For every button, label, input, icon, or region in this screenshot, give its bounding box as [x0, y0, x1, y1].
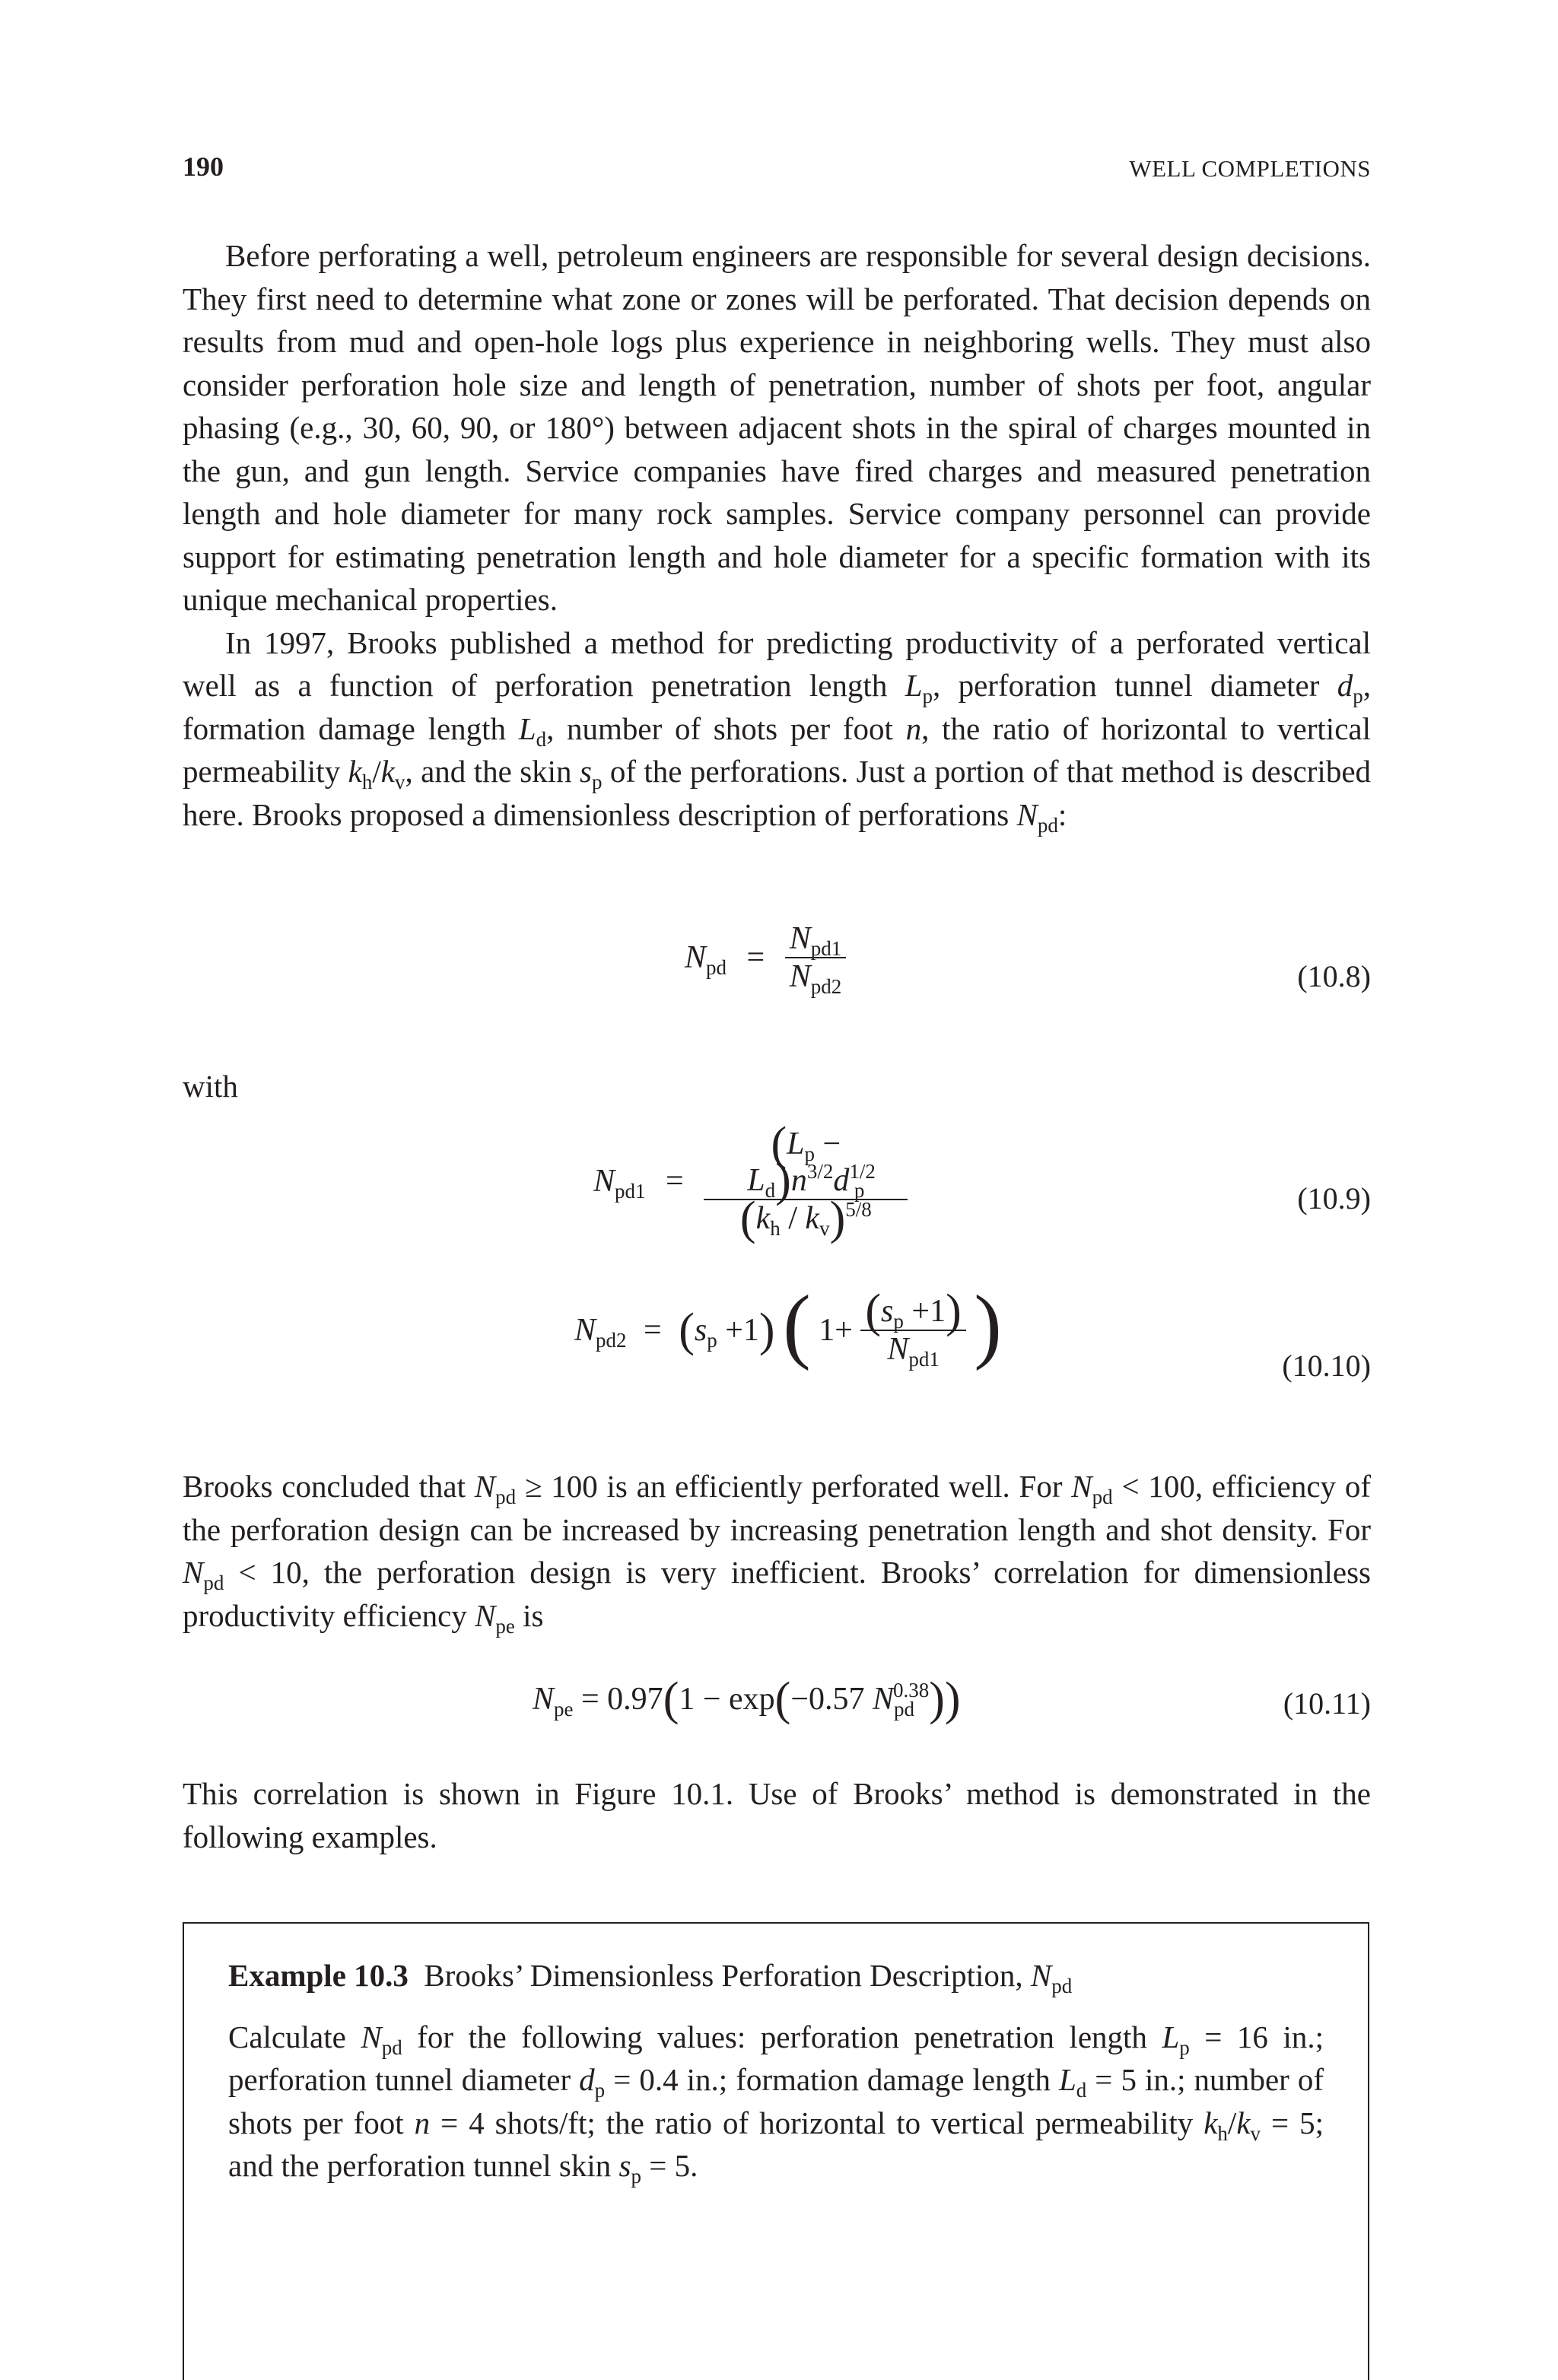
fraction-skin: $\frac{(s_p +1)}{N_{pd1}}$ — [860, 1293, 965, 1368]
fraction-npd1: $\frac{(L_p - L_d)n^{3/2}d^{1/2}_p}{(k_h / k_v)^{5/8}}$ — [704, 1126, 908, 1237]
example-heading: Example 10.3 Brooks’ Dimensionless Perforation Description, $N_{pd}$ — [228, 1958, 1073, 1997]
paragraph-correlation: This correlation is shown in Figure 10.1. Use of Brooks’ method is demonstrated in the following examples. — [183, 1776, 1371, 1854]
equation-number-10-10: (10.10) — [1282, 1349, 1371, 1383]
equation-number-10-8: (10.8) — [1297, 959, 1371, 993]
paragraph-perforation-design: Before perforating a well, petroleum engineers are responsible for several design decisions. They first need to determine what zone or zones will be perforated. That decision depends on results from mud and open-hole logs plus experience in neighboring wells. They must also consider perforation hole size and length of penetration, number of shots per foot, angular phasing (e.g., 30, 60, 90, or 180°) between adjacent shots in the spiral of charges mounted in the gun, and gun length. Service companies have fired charges and measured penetration length and hole diameter for many rock samples. Service company personnel can provide support for estimating penetration length and hole diameter for a specific formation with its unique mechanical properties. — [183, 238, 1371, 617]
paragraph-brooks-conclusion: Brooks concluded that $N_{pd} \ge 100$ is an efficiently perforated well. For $N_{pd} < 100$, efficiency of the perforation design can be increased by increasing penetration length and shot density. For $N_{pd} < 10$, the perforation design is very inefficient. Brooks’ correlation for dimensionless productivity efficiency $N_{pe}$ is — [183, 1469, 1371, 1638]
page-number: 190 — [183, 151, 224, 182]
example-body: Calculate $N_{pd}$ for the following values: perforation penetration length $L_p = 16$ in.; perforation tunnel diameter $d_p = 0.4$ in.; formation damage length $L_d = 5$ in.; number of shots per foot n = 4 shots/ft; the ratio of horizontal to vertical permeability $k_h/k_v = 5$; and the perforation tunnel skin $s_p = 5$. — [228, 2019, 1324, 2188]
running-head: WELL COMPLETIONS — [1129, 155, 1371, 182]
equation-10-9: $N_{pd1}$ = $\frac{(L_p - L_d)n^{3/2}d^{1/2}_p}{(k_h / k_v)^{5/8}}$ (10.9) — [593, 1118, 1371, 1244]
body-text-middle — [183, 1465, 1371, 1637]
body-text-top — [183, 234, 1371, 836]
paragraph-brooks-method: In 1997, Brooks published a method for predicting productivity of a perforated vertical well as a function of perforation penetration length $L_p$, perforation tunnel diameter $d_p$, formation damage length $L_d$, number of shots per foot n, the ratio of horizontal to vertical permeability $k_h/k_v$, and the skin $s_p$ of the perforations. Just a portion of that method is described here. Brooks proposed a dimensionless description of perforations $N_{pd}$: — [183, 624, 1372, 837]
equation-number-10-9: (10.9) — [1297, 1181, 1371, 1215]
fraction-npd: $\frac{N_{pd1}}{N_{pd2}}$ — [785, 920, 847, 995]
equation-10-11: $N_{pe} = 0.97(1 - \exp(-0.57$ $N_{pd}^{0.38}$)) (10.11) — [533, 1673, 1371, 1725]
body-text-bottom — [183, 1772, 1371, 1858]
equation-number-10-11: (10.11) — [1283, 1686, 1371, 1721]
equation-10-10: $N_{pd2} = (s_p +1)$ ( 1+ $\frac{(s_p +1)}{N_{pd1}}$ ) (10.10) — [574, 1278, 1371, 1383]
example-content — [228, 1954, 1324, 2206]
equation-10-8: $N_{pd}$ = $\frac{N_{pd1}}{N_{pd2}}$ (10.8) — [685, 921, 1371, 998]
with-label: with — [183, 1069, 238, 1104]
example-box — [183, 1922, 1369, 2380]
